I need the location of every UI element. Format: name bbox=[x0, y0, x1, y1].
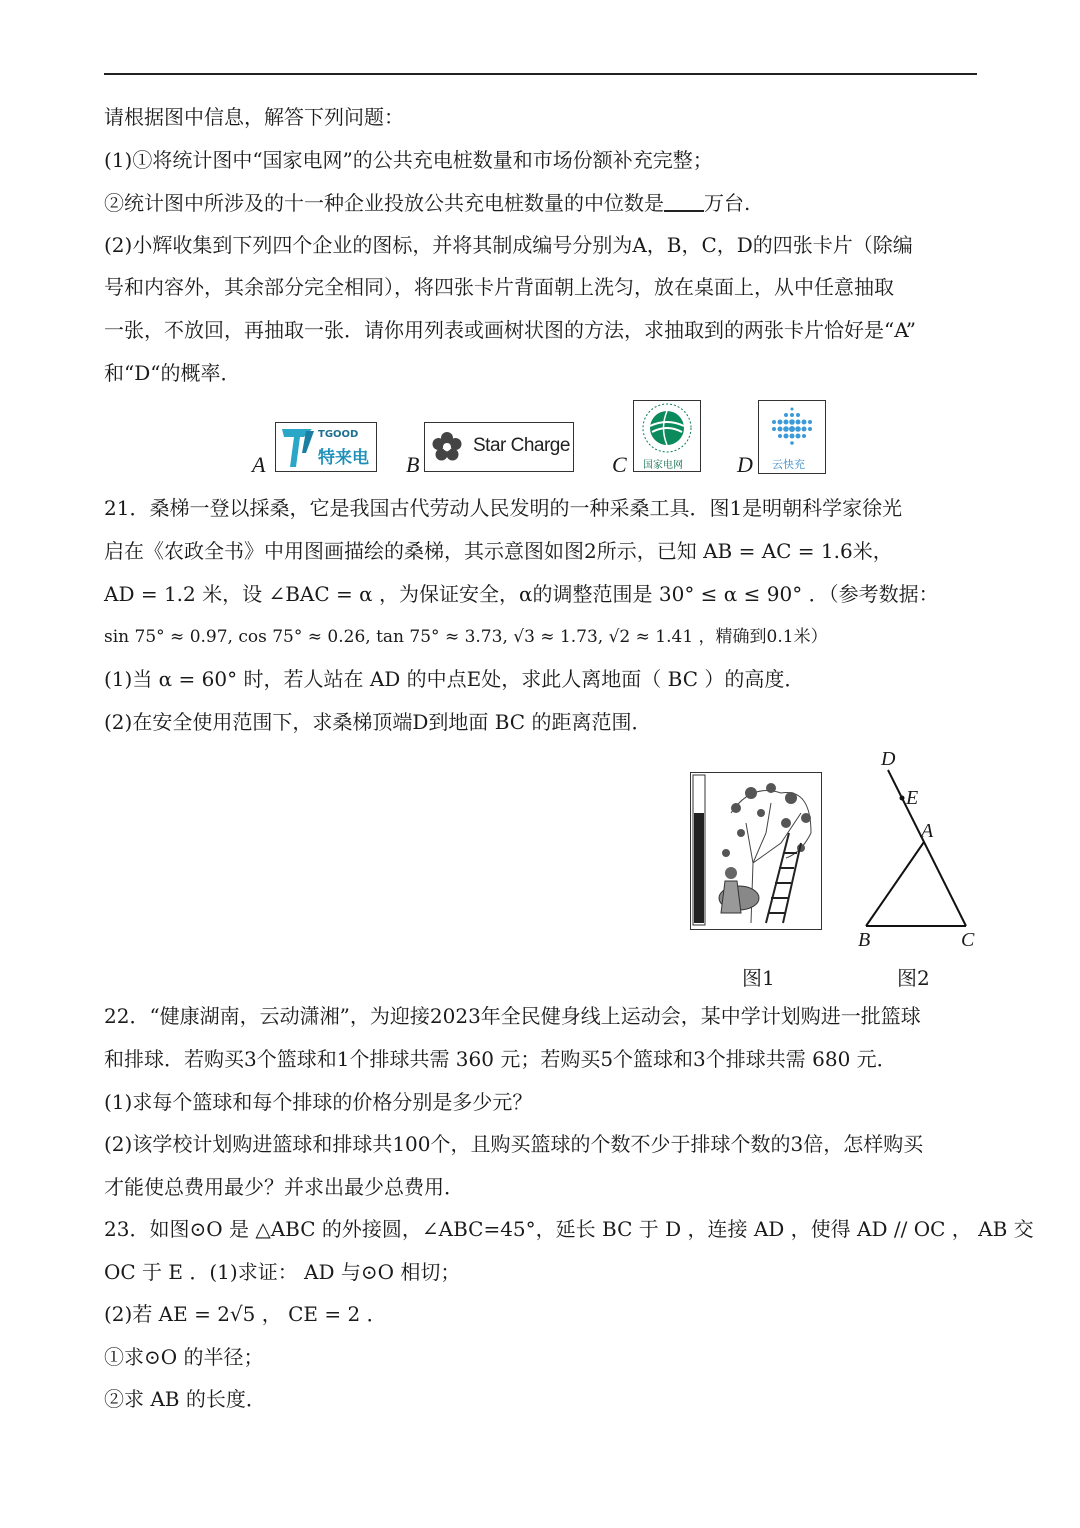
q23-line3: (2)若 AE = 2√5 ， CE = 2 ． bbox=[104, 1302, 387, 1326]
card-b bbox=[424, 422, 574, 472]
q22-line5: 才能使总费用最少？并求出最少总费用． bbox=[104, 1175, 464, 1199]
card-d-name: 云快充 bbox=[772, 458, 805, 471]
q22-line1: 22．“健康湖南，云动潇湘”，为迎接2023年全民健身线上运动会，某中学计划购进一批篮球 bbox=[104, 1004, 921, 1028]
point-label-d: D bbox=[881, 748, 896, 770]
q23-line5: ②求 AB 的长度． bbox=[104, 1387, 266, 1411]
card-a-name: 特来电 bbox=[318, 448, 369, 468]
fig2-diagram bbox=[850, 748, 980, 956]
q21-line1: 21．桑梯一登以採桑，它是我国古代劳动人民发明的一种采桑工具．图1是明朝科学家徐光 bbox=[104, 496, 903, 520]
fig1-illustration bbox=[690, 772, 822, 930]
q22-line4: (2)该学校计划购进篮球和排球共100个，且购买篮球的个数不少于排球个数的3倍，怎样购买 bbox=[104, 1132, 924, 1156]
card-d-label: D bbox=[737, 452, 753, 477]
q21-line2: 启在《农政全书》中用图画描绘的桑梯，其示意图如图2所示，已知 AB = AC = 1.6米， bbox=[104, 539, 893, 563]
q21-line5: (1)当 α = 60° 时，若人站在 AD 的中点E处，求此人离地面（ BC ）的高度． bbox=[104, 667, 805, 691]
card-d bbox=[758, 400, 826, 474]
q20-part2-line3: 一张，不放回，再抽取一张．请你用列表或画树状图的方法，求抽取到的两张卡片恰好是“A” bbox=[104, 318, 916, 342]
card-b-name: Star Charge bbox=[473, 435, 570, 456]
card-a-label: A bbox=[252, 452, 266, 477]
header-rule bbox=[104, 73, 977, 75]
star-flower-icon bbox=[427, 423, 467, 471]
card-c-label: C bbox=[612, 452, 627, 477]
card-c bbox=[633, 400, 701, 472]
q21-line6: (2)在安全使用范围下，求桑梯顶端D到地面 BC 的距离范围． bbox=[104, 710, 652, 734]
q21-line4: sin 75° ≈ 0.97, cos 75° ≈ 0.26, tan 75° ≈ 3.73, √3 ≈ 1.73, √2 ≈ 1.41 ，精确到0.1米） bbox=[104, 627, 828, 647]
point-label-e: E bbox=[906, 787, 919, 809]
point-e bbox=[900, 796, 905, 801]
q22-line2: 和排球．若购买3个篮球和1个排球共需 360 元；若购买5个篮球和3个排球共需 680 元． bbox=[104, 1047, 897, 1071]
q20-part2-line4: 和“D“的概率． bbox=[104, 361, 241, 385]
card-c-name: 国家电网 bbox=[643, 460, 683, 471]
point-label-a: A bbox=[921, 820, 934, 842]
mulberry-ladder-picture-icon bbox=[691, 773, 821, 929]
q20-part1-1: (1)①将统计图中“国家电网”的公共充电桩数量和市场份额补充完整； bbox=[104, 148, 713, 172]
q21-line3: AD = 1.2 米，设 ∠BAC = α ，为保证安全，α的调整范围是 30° ≤ α ≤ 90° ．（参考数据： bbox=[104, 582, 939, 606]
point-label-b: B bbox=[858, 929, 871, 951]
q20-part1-2 bbox=[104, 189, 750, 217]
segment-ab bbox=[866, 842, 924, 926]
q23-line4: ①求⊙O 的半径； bbox=[104, 1345, 264, 1369]
q22-line3: (1)求每个篮球和每个排球的价格分别是多少元？ bbox=[104, 1090, 533, 1114]
segment-dc bbox=[888, 770, 966, 926]
card-a-brand: TGOOD bbox=[318, 429, 359, 440]
state-grid-logo-icon bbox=[634, 401, 700, 457]
card-a bbox=[275, 422, 377, 472]
q23-line1: 23．如图⊙O 是 △ABC 的外接圆，∠ABC=45°，延长 BC 于 D ，连接 AD ，使得 AD // OC ， AB 交 bbox=[104, 1217, 1034, 1241]
instruction-line: 请根据图中信息，解答下列问题： bbox=[104, 105, 404, 129]
fig1-caption: 图1 bbox=[742, 966, 775, 990]
q20-part2-line1: (2)小辉收集到下列四个企业的图标，并将其制成编号分别为A，B，C，D的四张卡片（除编 bbox=[104, 233, 913, 257]
q20-part1-2-text: ②统计图中所涉及的十一种企业投放公共充电桩数量的中位数是 bbox=[104, 191, 664, 215]
q20-part1-2-unit: 万台. bbox=[704, 191, 751, 215]
point-label-c: C bbox=[961, 929, 975, 951]
answer-blank bbox=[664, 192, 704, 212]
fig2-caption: 图2 bbox=[897, 966, 930, 990]
q23-line2: OC 于 E ．(1)求证： AD 与⊙O 相切； bbox=[104, 1260, 461, 1284]
q20-part2-line2: 号和内容外，其余部分完全相同），将四张卡片背面朝上洗匀，放在桌面上，从中任意抽取 bbox=[104, 275, 894, 299]
card-b-label: B bbox=[406, 452, 420, 477]
dot-grid-logo-icon bbox=[759, 401, 825, 455]
